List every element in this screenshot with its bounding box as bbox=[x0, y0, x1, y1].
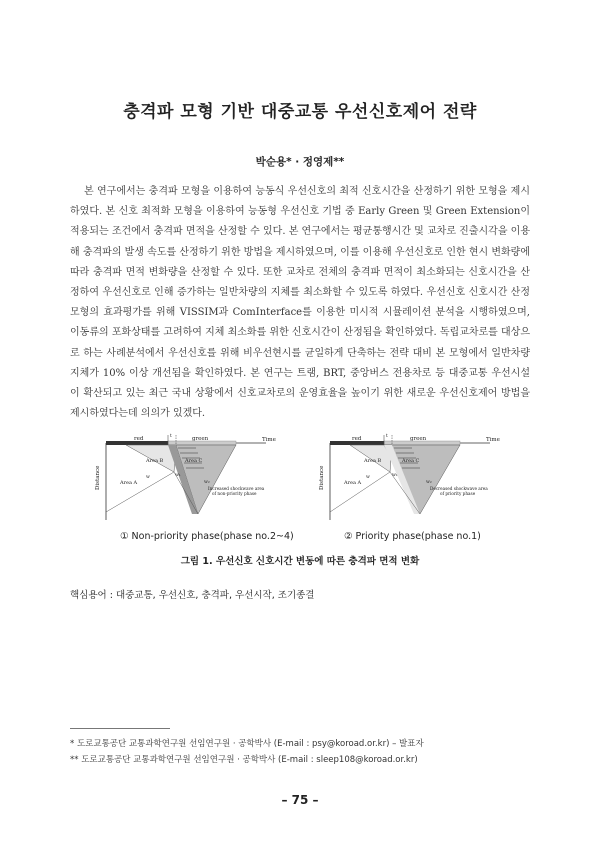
note-line-1: Decreased shockwave area bbox=[430, 486, 488, 491]
page-number: – 75 – bbox=[281, 793, 319, 807]
label-w1: w₁ bbox=[392, 473, 398, 478]
label-green: green bbox=[410, 436, 427, 442]
label-w2: w₂ bbox=[204, 480, 210, 485]
footnote-author-2: ** 도로교통공단 교통과학연구원 선임연구원 · 공학박사 (E-mail : sleep108@koroad.or.kr) bbox=[70, 755, 418, 765]
shockwave-diagram-non-priority bbox=[86, 432, 286, 524]
label-area-b: Area B bbox=[364, 458, 382, 464]
label-time: Time bbox=[262, 437, 276, 443]
label-area-a: Area A bbox=[344, 480, 362, 486]
label-area-c: Area C bbox=[185, 458, 203, 464]
label-w2: w₂ bbox=[426, 480, 432, 485]
keywords: 핵심용어 : 대중교통, 우선신호, 충격파, 우선시작, 조기종결 bbox=[70, 590, 315, 601]
abstract: 본 연구에서는 충격파 모형을 이용하여 능동식 우선신호의 최적 신호시간을 산정하기 위한 모형을 제시하였다. 본 신호 최적화 모형을 이용하여 능동형 우선신호 기법 중 Early Green 및 Green Extension이 적용되는 조건에서 충격파 면적을 산정할 수 있다. 본 연구에서는 평균통행시간 및 교차로 진출시각을 이용해 충격파의 발생 속도를 산정하기 위한 방법을 제시하였으며, 이를 이용해 우선신호로 인한 현시 변화량에 따라 충격파 면적 변화량을 산정할 수 있다. 또한 교차로 전체의 충격파 면적이 최소화되는 신호시간을 산정하여 우선신호로 인해 증가하는 일반차량의 지체를 최소화할 수 있도록 하였다. 우선신호 신호시간 산정 모형의 효과평가를 위해 VISSIM과 ComInterface를 이용한 미시적 시뮬레이션 분석을 시행하였으며, 이동류의 포화상태를 고려하여 지체 최소화를 위한 신호시간이 산정됨을 확인하였다. 독립교차로를 대상으로 하는 사례분석에서 우선신호를 위해 비우선현시를 균일하게 단축하는 전략 대비 본 모형에서 일반차량 지체가 10% 이상 개선됨을 확인하였다. 본 연구는 트램, BRT, 중앙버스 전용차로 등 대중교통 우선시설이 확산되고 있는 최근 국내 상황에서 신호교차로의 운영효율을 높이기 위한 새로운 우선신호제어 방법을 제시하였다는데 의의가 있겠다. bbox=[70, 186, 531, 420]
note-line-2: of priority phase bbox=[440, 491, 476, 496]
label-area-c: Area C bbox=[402, 458, 420, 464]
authors: 박순용* · 정영제** bbox=[255, 156, 345, 168]
label-time: Time bbox=[486, 437, 500, 443]
label-t: t bbox=[170, 434, 172, 439]
note-line-2: of non-priority phase bbox=[212, 491, 257, 496]
shockwave-diagram-priority bbox=[310, 432, 510, 524]
label-t: t bbox=[386, 434, 388, 439]
subcaption-priority: ② Priority phase(phase no.1) bbox=[344, 531, 481, 542]
label-red: red bbox=[352, 436, 362, 442]
label-distance: Distance bbox=[95, 465, 101, 490]
label-w1: w₁ bbox=[175, 473, 181, 478]
label-w: w bbox=[146, 475, 150, 480]
label-red: red bbox=[134, 436, 144, 442]
footnote-author-1: * 도로교통공단 교통과학연구원 선임연구원 · 공학박사 (E-mail : psy@koroad.or.kr) – 발표자 bbox=[70, 739, 424, 749]
paper-title: 충격파 모형 기반 대중교통 우선신호제어 전략 bbox=[123, 102, 477, 122]
label-green: green bbox=[192, 436, 209, 442]
label-area-a: Area A bbox=[120, 480, 138, 486]
label-w: w bbox=[366, 475, 370, 480]
label-distance: Distance bbox=[319, 465, 325, 490]
footnote-divider bbox=[70, 728, 170, 729]
note-line-1: Increased shockwave area bbox=[208, 486, 265, 491]
label-area-b: Area B bbox=[146, 458, 164, 464]
subcaption-non-priority: ① Non-priority phase(phase no.2~4) bbox=[120, 531, 294, 542]
figure-caption: 그림 1. 우선신호 신호시간 변동에 따른 충격파 면적 변화 bbox=[180, 556, 420, 567]
